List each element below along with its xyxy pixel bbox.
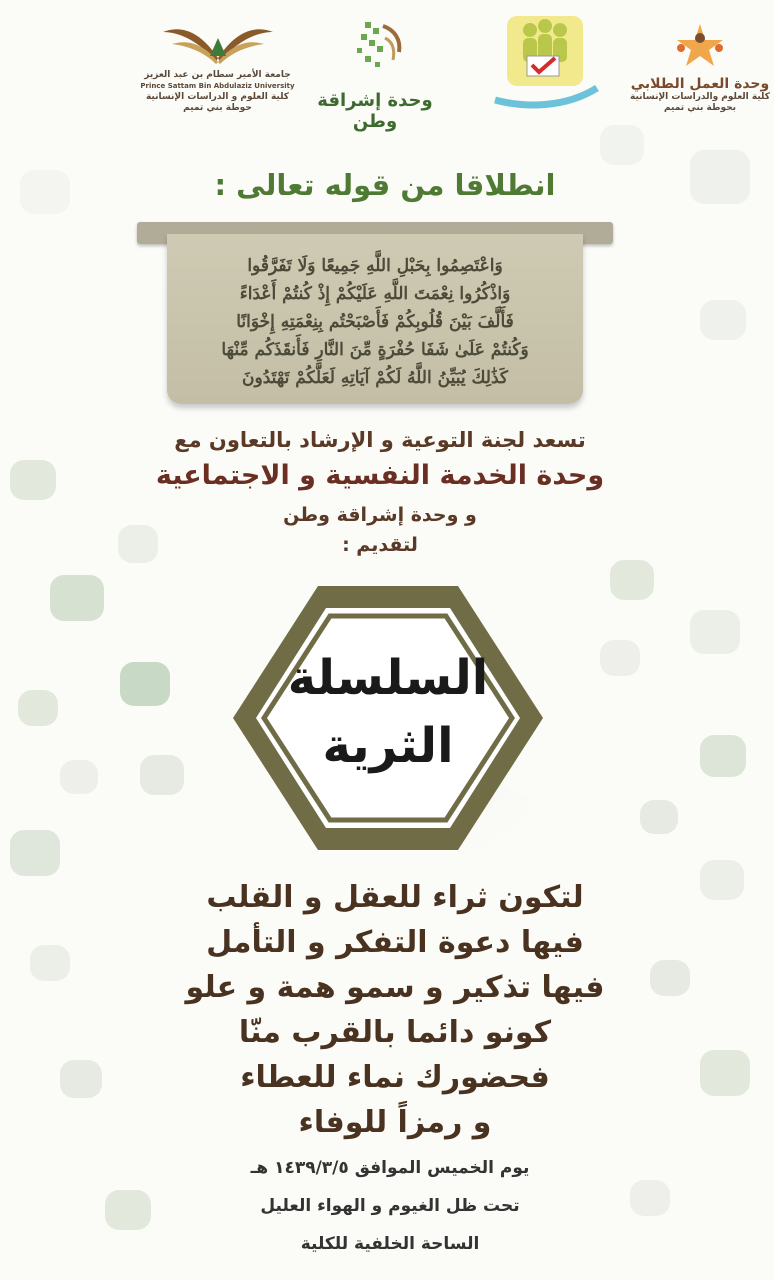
body-line: فحضورك نماء للعطاء	[240, 1060, 550, 1095]
book-wings-icon	[158, 18, 278, 66]
people-checkmark-icon	[485, 8, 605, 123]
verse-line: وَاذْكُرُوا نِعْمَتَ اللَّهِ عَلَيْكُمْ إِذْ كُنتُمْ أَعْدَاءً	[239, 284, 511, 304]
logos-row	[120, 8, 770, 132]
psau-name-ar: جامعة الأمير سطام بن عبد العزيز	[144, 70, 291, 80]
body-line: فيها دعوة التفكر و التأمل	[206, 925, 584, 960]
body-line: و رمزاً للوفاء	[298, 1105, 492, 1140]
body-line: كونو دائما بالقرب منّا	[238, 1015, 552, 1050]
page-heading: انطلاقا من قوله تعالى :	[214, 168, 556, 202]
event-venue: الساحة الخلفية للكلية	[300, 1234, 480, 1254]
student-unit-name: وحدة العمل الطلابي	[630, 76, 770, 92]
psau-city: حوطة بني تميم	[183, 103, 252, 113]
event-date: يوم الخميس الموافق ١٤٣٩/٣/٥ هـ	[250, 1158, 530, 1178]
verse-line: وَاعْتَصِمُوا بِحَبْلِ اللَّهِ جَمِيعًا وَلَا تَفَرَّقُوا	[247, 256, 503, 276]
series-title-line2: الثرية	[322, 718, 454, 774]
stars-people-icon	[665, 20, 735, 72]
awareness-committee-logo	[480, 8, 610, 127]
event-atmosphere: تحت ظل الغيوم و الهواء العليل	[260, 1196, 520, 1216]
student-activity-logo	[630, 20, 770, 114]
verse-line: وَكُنتُمْ عَلَىٰ شَفَا حُفْرَةٍ مِّنَ النَّارِ فَأَنقَذَكُم مِّنْهَا	[221, 340, 529, 360]
psau-college: كلية العلوم و الدراسات الإنسانية	[145, 92, 290, 102]
psau-logo	[140, 18, 295, 114]
verse-panel	[167, 234, 583, 404]
ishraqa-dots-icon	[335, 16, 415, 86]
intro-present: لتقديم :	[342, 534, 418, 556]
intro-partner-2: و وحدة إشراقة وطن	[283, 504, 477, 526]
student-city: بحوطة بني تميم	[663, 103, 736, 113]
intro-line: تسعد لجنة التوعية و الإرشاد بالتعاون مع	[174, 428, 586, 452]
verse-board	[137, 222, 613, 407]
verse-line: كَذَٰلِكَ يُبَيِّنُ اللَّهُ لَكُمْ آيَاتِهِ لَعَلَّكُمْ تَهْتَدُونَ	[242, 368, 508, 388]
psau-name-en: Prince Sattam Bin Abdulaziz University	[140, 82, 295, 90]
ishraqa-name: وحدة إشراقة وطن	[317, 90, 433, 132]
series-title-badge	[228, 578, 548, 858]
verse-line: فَأَلَّفَ بَيْنَ قُلُوبِكُمْ فَأَصْبَحْتُم بِنِعْمَتِهِ إِخْوَانًا	[236, 312, 514, 332]
series-title-line1: السلسلة	[287, 650, 489, 706]
body-line: فيها تذكير و سمو همة و علو	[185, 970, 605, 1005]
student-college: كلية العلوم والدراسات الإنسانية	[630, 92, 770, 102]
body-line: لتكون ثراء للعقل و القلب	[206, 880, 584, 915]
intro-partner: وحدة الخدمة النفسية و الاجتماعية	[155, 460, 605, 491]
ishraqa-logo	[295, 16, 455, 132]
